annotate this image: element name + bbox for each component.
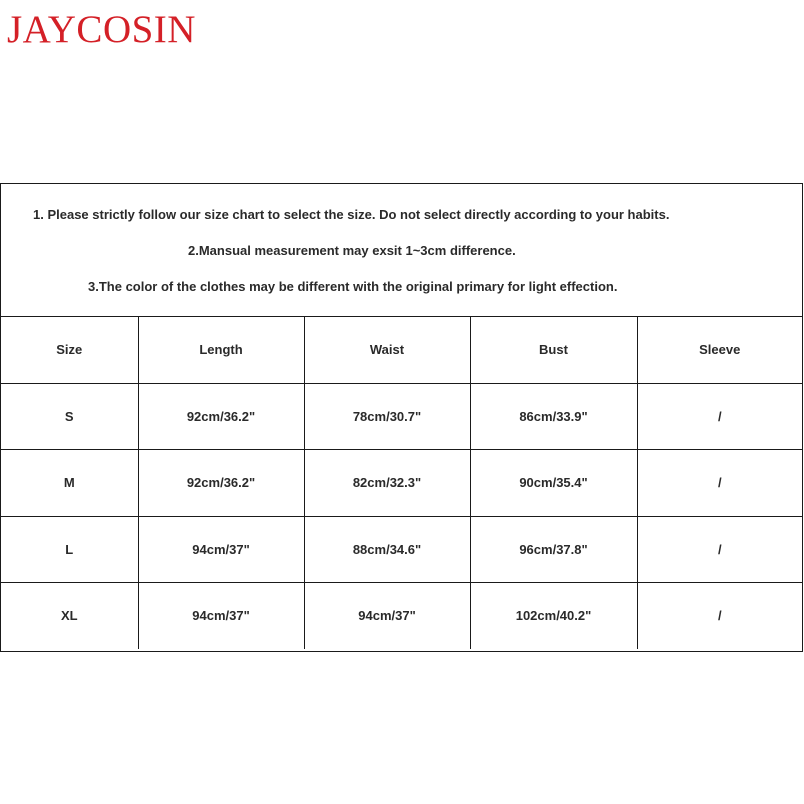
cell-sleeve: / xyxy=(637,383,802,450)
header-size: Size xyxy=(1,317,138,383)
table-row xyxy=(1,583,802,649)
cell-bust: 96cm/37.8" xyxy=(470,516,637,583)
cell-length: 92cm/36.2" xyxy=(138,450,304,517)
cell-bust: 90cm/35.4" xyxy=(470,450,637,517)
brand-logo: JAYCOSIN xyxy=(7,8,196,51)
cell-sleeve: / xyxy=(717,608,722,624)
table-row xyxy=(1,450,802,517)
table-row xyxy=(1,383,802,450)
cell-waist: 94cm/37" xyxy=(304,583,470,649)
cell-length: 92cm/36.2" xyxy=(138,383,304,450)
cell-waist: 82cm/32.3" xyxy=(304,450,470,517)
cell-size: XL xyxy=(1,583,138,649)
table-header-row xyxy=(1,317,802,383)
note-3: 3.The color of the clothes may be different with the original primary for light effection. xyxy=(88,279,618,294)
size-chart xyxy=(0,183,803,652)
header-sleeve: Sleeve xyxy=(637,317,802,383)
header-bust: Bust xyxy=(470,317,637,383)
cell-bust: 86cm/33.9" xyxy=(470,383,637,450)
cell-sleeve: / xyxy=(637,516,802,583)
cell-length: 94cm/37" xyxy=(138,516,304,583)
note-2: 2.Mansual measurement may exsit 1~3cm difference. xyxy=(188,243,516,258)
cell-bust: 102cm/40.2" xyxy=(470,583,637,649)
header-length: Length xyxy=(138,317,304,383)
header-waist: Waist xyxy=(304,317,470,383)
cell-size: M xyxy=(1,450,138,517)
size-notes xyxy=(1,184,802,317)
table-row xyxy=(1,516,802,583)
cell-waist: 78cm/30.7" xyxy=(304,383,470,450)
cell-length: 94cm/37" xyxy=(138,583,304,649)
cell-size: S xyxy=(1,383,138,450)
size-table xyxy=(1,317,802,649)
cell-size: L xyxy=(1,516,138,583)
note-1: 1. Please strictly follow our size chart to select the size. Do not select directly according to your habits. xyxy=(33,207,670,222)
cell-sleeve: / xyxy=(637,450,802,517)
cell-waist: 88cm/34.6" xyxy=(304,516,470,583)
